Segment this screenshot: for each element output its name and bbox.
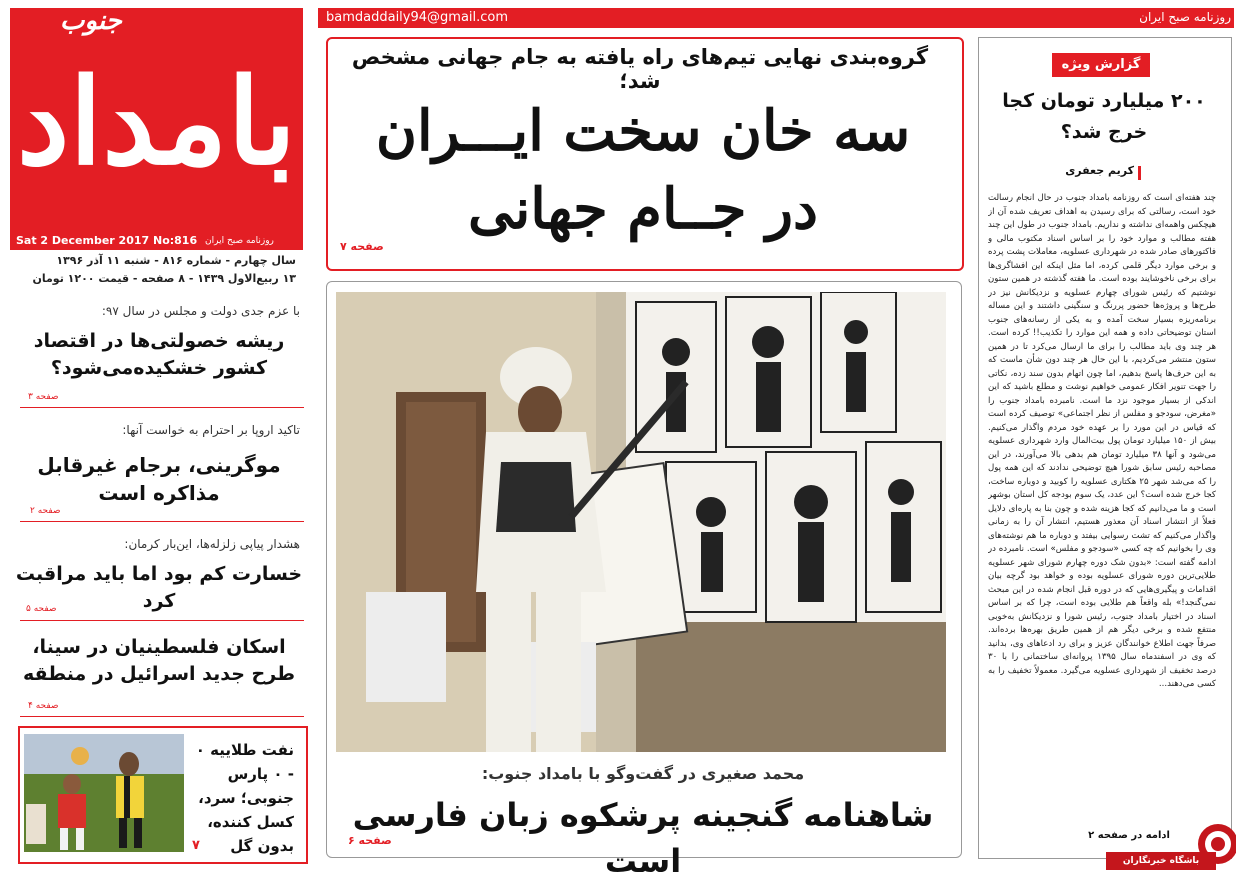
issue-info-line-2: ۱۳ ربیع‌الاول ۱۴۳۹ - ۸ صفحه - قیمت ۱۲۰۰ تومان [32, 272, 296, 285]
story-1-kicker: با عزم جدی دولت و مجلس در سال ۹۷: [101, 304, 300, 318]
issue-info-line-1: سال چهارم - شماره ۸۱۶ - شنبه ۱۱ آذر ۱۳۹۶ [56, 254, 296, 267]
divider [20, 620, 304, 621]
story-1-headline[interactable]: ریشه خصولتی‌ها در اقتصاد کشور خشکیده‌می‌شود؟ [33, 330, 285, 379]
sports-photo [24, 734, 184, 852]
watermark-label: باشگاه خبرنگاران [1106, 852, 1216, 870]
special-report-badge: گزارش ویژه [1052, 53, 1150, 77]
logo-subtitle: جنوب [60, 6, 122, 36]
story-2-headline[interactable]: موگرینی، برجام غیرقابل مذاکره است [37, 453, 281, 505]
newspaper-logo: بامداد [16, 52, 297, 191]
header-tagline: روزنامه صبح ایران [1139, 10, 1231, 24]
photo-story-page: صفحه ۶ [348, 834, 392, 847]
story-1-page: صفحه ۳ [28, 392, 59, 402]
story-3-kicker: هشدار پیاپی زلزله‌ها، این‌بار کرمان: [124, 537, 300, 551]
shahnameh-naqqal-image [336, 292, 946, 752]
special-report-headline[interactable]: ۲۰۰ میلیارد تومان کجا خرج شد؟ [1002, 90, 1206, 143]
divider [20, 716, 304, 717]
story-2-kicker: تاکید اروپا بر احترام به خواست آنها: [122, 423, 300, 437]
main-page: صفحه ۷ [340, 240, 384, 253]
sports-page: ۷ [192, 838, 200, 853]
story-4-page: صفحه ۴ [28, 701, 59, 711]
continued-note: ادامه در صفحه ۲ [1088, 830, 1170, 841]
divider [20, 407, 304, 408]
story-3-page: صفحه ۵ [26, 604, 57, 614]
story-3-headline[interactable]: خسارت کم بود اما باید مراقبت کرد [15, 563, 303, 612]
special-report-body: چند هفته‌ای است که روزنامه بامداد جنوب در حال انجام رسالت خود است، رسالتی که برای رسیدن به اهداف تعریف شده آن از هیچکس واهمه‌ای نداشته و نداریم. بامداد جنوب در طول این چند هفته مطالب و موارد خود را بر اساس اسناد مکتوب مالی و فاکتورهای صادر شده در شهرداری عسلویه، معاملات پشت پرده و برخی موارد دیگر قلمی کرده، اما مثل اینکه این افشاگری‌ها برای برخی ناخوشایند بوده است. ما هفته گذشته در همین ستون نوشتیم که رئیس شورای چهارم عسلویه و نزدیکانش نیز در طرح‌ها و پروژه‌ها حضور پررنگ و سنگینی داشتند و این مساله برنامه‌ریزه بسیار سخت آمده و به یکی از رسانه‌های جنوب استان توضیحاتی داده و همه این موارد را تکذیب!! کرده است. هر چند وی باید مطالب را برای ما ارسال می‌کرد تا در همین ستون منتشر می‌کردیم، با این حال هر چند دون شأن ماست که به این حرف‌ها پاسخ بدهیم، اما چون اتهام بدون سند زده، نکاتی را جهت تنویر افکار عمومی خواهیم نوشت و مطلع باشید که این اندکی از بسیار موجود نزد ما است. نامبرده بامداد جنوب را «مغرض، سودجو و مفلس از نظر اجتماعی» توصیف کرده است که قیاس در این مورد را بر عهده خود مردم واگذار می‌کنیم. بیش از ۱۵۰ میلیارد تومان پول بیت‌المال وارد شهرداری عسلویه می‌شود و آنها ۳۸ میلیارد تومان هم بدهی بالا می‌آورند، در این مصاحبه رئیس سابق شورا هیچ توضیحی ندادند که این همه پول را که می‌شد شهر ۲۵ هکتاری عسلویه را کوبید و دوباره ساخت، کجا خرج شده است؟ این عدد، یک سوم بودجه کل استان بوشهر است و ما می‌دانیم که کجا هزینه شده و چون بنا به پاره‌ای دلایل فعلاً از انتشار اسناد آن معذور هستیم، انتشار آن را به زمانی واگذار می‌کنیم که تشت رسوایی بیفتد و دوباره ما هم نوشته‌های وی را بخوانیم که چه کسی «سودجو و مفلس» است. نامبرده در ادامه گفته است: «بدون شک دوره چهارم شورای شهر عسلویه طلایی‌ترین دوره شورای عسلویه بوده و خواهد بود گرچه بیان اقدامات و پیگیری‌هایی که در دوره قبل انجام شده در این مبحث نمی‌گنجد!» بله واقعاً هم طلایی بوده است، چرا که بر اساس اسناد در اختیار بامداد جنوب، رئیس شورا و نزدیکانش به‌خوبی منتفع شده و برخی دیگر هم از همین طریق بهره‌ها برده‌اند. صرفاً جهت اطلاع خوانندگان عزیز و برای رد ادعاهای وی، بدانید که وی در اسفندماه سال ۱۳۹۵ پروانه‌ای ساختمانی را با ۳۰ درصد تخفیف از شهرداری عسلویه می‌گیرد. معمولاً تخفیف را به کسی می‌دهند... [988, 193, 1216, 689]
masthead-tagline: روزنامه صبح ایران [205, 236, 274, 246]
photo-story-headline[interactable]: شاهنامه گنجینه پرشکوه زبان فارسی است [352, 796, 934, 880]
football-players-image [24, 734, 184, 852]
divider [20, 521, 304, 522]
story-4-headline[interactable]: اسکان فلسطینیان در سینا، طرح جدید اسرائیل در منطقه [23, 636, 295, 685]
main-headline-line-1[interactable]: سه خان سخت ایـــران [375, 98, 911, 164]
contact-email[interactable]: bamdaddaily94@gmail.com [326, 10, 509, 25]
storyteller-photo [336, 292, 946, 752]
main-headline-line-2[interactable]: در جــام جهانی [468, 176, 818, 242]
sports-headline[interactable]: نفت طلاییه ۰ - ۰ پارس جنوبی؛ سرد، کسل کننده، بدون گل [195, 741, 294, 855]
story-2-page: صفحه ۲ [30, 506, 61, 516]
author-name: کریم جعفری [1065, 164, 1134, 177]
author-marker [1138, 166, 1141, 180]
photo-story-kicker: محمد صغیری در گفت‌وگو با بامداد جنوب: [481, 764, 805, 783]
main-kicker: گروه‌بندی نهایی تیم‌های راه یافته به جام جهانی مشخص شد؛ [351, 45, 929, 93]
dateline-english: Sat 2 December 2017 No:816 [16, 234, 198, 247]
